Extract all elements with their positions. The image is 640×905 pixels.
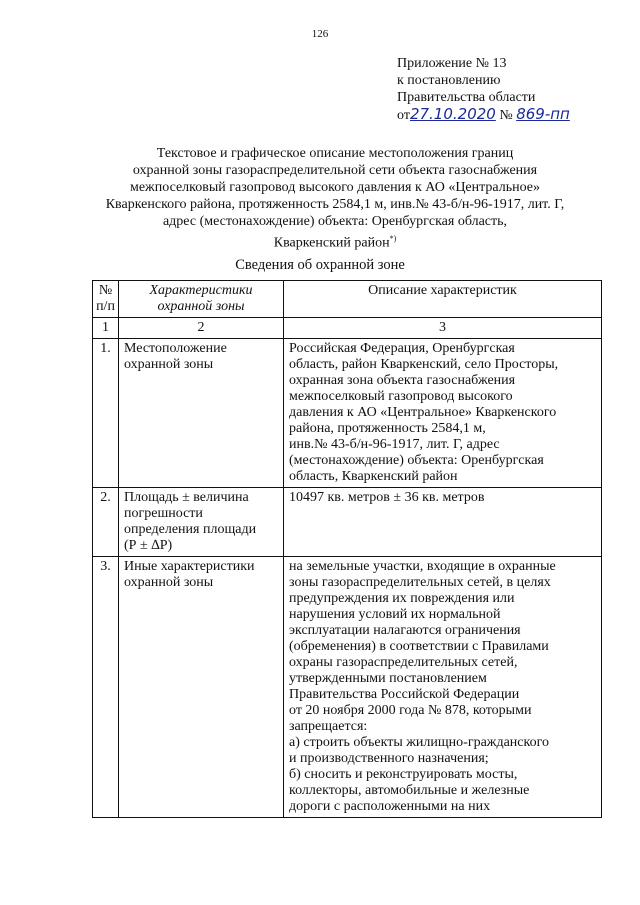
cell-line: (обременения) в соответствии с Правилами (289, 639, 549, 654)
cell-line: охранной зоны (124, 357, 214, 372)
cell-line: и производственного назначения; (289, 751, 489, 766)
cell-line: эксплуатации налагаются ограничения (289, 623, 521, 638)
handwritten-date: 27.10.2020 (409, 105, 496, 123)
protected-zone-table (92, 280, 602, 818)
footnote-mark: *) (389, 234, 397, 243)
title-line-3: межпоселковый газопровод высокого давления к АО «Центральное» (129, 180, 541, 195)
appendix-line-2: к постановлению (397, 73, 501, 88)
cell-line: от 20 ноября 2000 года № 878, которыми (289, 703, 532, 718)
cell-line: область, район Кваркенский, село Просторы, (289, 357, 559, 372)
cell-line: района, протяженность 2584,1 м, (289, 421, 486, 436)
row-number: 2. (93, 488, 119, 557)
appendix-line-1: Приложение № 13 (397, 56, 507, 71)
date-prefix: от (397, 108, 410, 123)
row-number: 1. (93, 339, 119, 488)
header-characteristic (119, 281, 284, 318)
header-char-line-2: охранной зоны (157, 299, 245, 314)
row-characteristic (119, 557, 284, 818)
cell-line: дороги с расположенными на них (289, 799, 491, 814)
cell-line: область, Кваркенский район (289, 469, 458, 484)
header-num-line-2: п/п (96, 299, 115, 314)
cell-line: охраны газораспределительных сетей, (289, 655, 518, 670)
title-line-5: адрес (местонахождение) объекта: Оренбургская область, (162, 214, 508, 229)
cell-line: зоны газораспределительных сетей, в целях (289, 575, 551, 590)
row-characteristic (119, 488, 284, 557)
cell-line: б) сносить и реконструировать мосты, (289, 767, 518, 782)
title-line-2: охранной зоны газораспределительной сети объекта газоснабжения (132, 163, 538, 178)
header-description: Описание характеристик (284, 281, 602, 318)
number-prefix: № (499, 108, 513, 123)
cell-line: нарушения условий их нормальной (289, 607, 501, 622)
cell-line: 10497 кв. метров ± 36 кв. метров (289, 490, 485, 505)
title-line-1: Текстовое и графическое описание местоположения границ (156, 146, 514, 161)
section-title: Сведения об охранной зоне (235, 257, 405, 273)
cell-line: охранная зона объекта газоснабжения (289, 373, 516, 388)
cell-line: Правительства Российской Федерации (289, 687, 520, 702)
cell-line: погрешности (124, 506, 203, 521)
row-characteristic (119, 339, 284, 488)
table-header-row (93, 281, 602, 318)
handwritten-number: 869-пп (516, 105, 570, 123)
appendix-date-line (397, 106, 570, 124)
row-description (284, 488, 602, 557)
cell-line: Площадь ± величина (124, 490, 249, 505)
cell-line: давления к АО «Центральное» Кваркенского (289, 405, 557, 420)
cell-line: предупреждения их повреждения или (289, 591, 515, 606)
table-index-row (93, 318, 602, 339)
index-cell: 3 (284, 318, 602, 339)
table-row (93, 488, 602, 557)
cell-line: определения площади (124, 522, 257, 537)
cell-line: межпоселковый газопровод высокого (289, 389, 513, 404)
title-line-6 (60, 230, 610, 252)
table-row (93, 339, 602, 488)
row-number: 3. (93, 557, 119, 818)
cell-line: коллекторы, автомобильные и железные (289, 783, 530, 798)
row-description (284, 339, 602, 488)
title-line-6-text: Кваркенский район (273, 235, 390, 251)
header-char-line-1: Характеристики (149, 283, 253, 298)
cell-line: на земельные участки, входящие в охранные (289, 559, 556, 574)
header-num-line-1: № (98, 283, 113, 298)
cell-line: Местоположение (124, 341, 227, 356)
cell-line: охранной зоны (124, 575, 214, 590)
cell-line: запрещается: (289, 719, 368, 734)
cell-line: утвержденными постановлением (289, 671, 487, 686)
cell-line: инв.№ 43-б/н-96-1917, лит. Г, адрес (289, 437, 500, 452)
cell-line: Иные характеристики (124, 559, 255, 574)
page-number: 126 (311, 28, 329, 40)
row-description (284, 557, 602, 818)
title-line-4: Кваркенского района, протяженность 2584,1 м, инв.№ 43-б/н-96-1917, лит. Г, (105, 197, 565, 212)
appendix-line-3: Правительства области (397, 90, 536, 105)
cell-line: Российская Федерация, Оренбургская (289, 341, 515, 356)
document-title (60, 145, 610, 252)
index-cell: 2 (119, 318, 284, 339)
cell-line: (Р ± ∆Р) (124, 538, 173, 553)
table-row (93, 557, 602, 818)
cell-line: а) строить объекты жилищно-гражданского (289, 735, 549, 750)
header-num (93, 281, 119, 318)
index-cell: 1 (93, 318, 119, 339)
appendix-header (397, 55, 570, 124)
cell-line: (местонахождение) объекта: Оренбургская (289, 453, 544, 468)
